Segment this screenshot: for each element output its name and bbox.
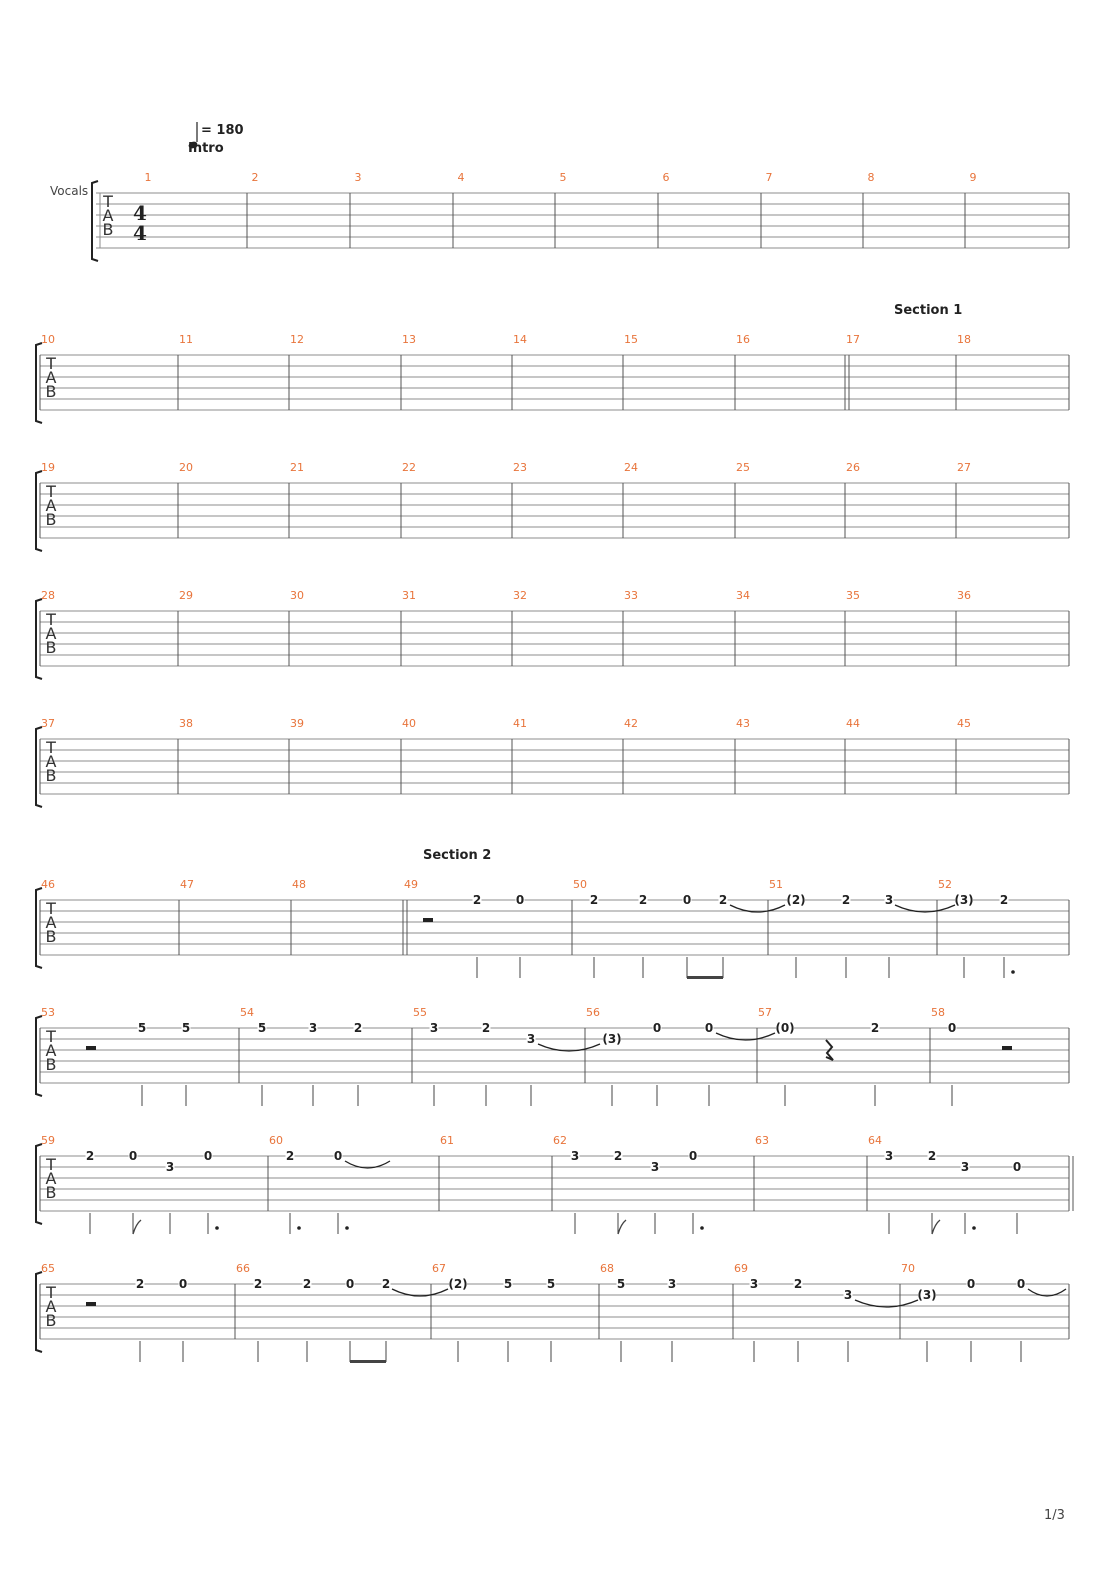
fret-number: 3 [165,1160,175,1174]
eighth-flag-icon [618,1220,626,1234]
measure-number: 22 [402,461,416,474]
measure-number: 29 [179,589,193,602]
tab-clef-letter: T [46,354,56,373]
fret-number: (2) [448,1277,468,1291]
tab-clef-letter: T [103,192,113,211]
measure-number: 56 [586,1006,600,1019]
measure-number: 23 [513,461,527,474]
time-signature-bottom: 4 [133,221,147,245]
measure-number: 11 [179,333,193,346]
fret-number: (3) [917,1288,937,1302]
tab-clef-letter: A [45,752,57,771]
fret-number: 2 [841,893,851,907]
measure-number: 15 [624,333,638,346]
fret-number: 3 [667,1277,677,1291]
dot [1011,970,1015,974]
fret-number: 2 [253,1277,263,1291]
measure-number: 18 [957,333,971,346]
fret-number: 3 [650,1160,660,1174]
section-label: Section 2 [423,848,492,863]
half-rest-icon [86,1046,96,1050]
tab-clef-letter: B [45,1183,57,1202]
measure-number: 59 [41,1134,55,1147]
measure-number: 28 [41,589,55,602]
measure-number: 70 [901,1262,915,1275]
measure-number: 44 [846,717,860,730]
tab-clef-letter: A [45,496,57,515]
fret-number: 2 [285,1149,295,1163]
tab-clef-letter: T [46,1283,56,1302]
beam [687,976,723,979]
tab-clef-letter: B [45,1311,57,1330]
fret-number: 2 [353,1021,363,1035]
fret-number: 2 [999,893,1009,907]
measure-number: 35 [846,589,860,602]
measure-number: 16 [736,333,750,346]
measure-number: 2 [251,171,259,184]
measure-number: 45 [957,717,971,730]
instrument-label: Vocals [50,184,89,198]
measure-number: 25 [736,461,750,474]
fret-number: 2 [589,893,599,907]
measure-number: 58 [931,1006,945,1019]
tab-clef-letter: T [46,1027,56,1046]
fret-number: 5 [546,1277,556,1291]
measure-number: 52 [938,878,952,891]
tab-clef-letter: B [45,638,57,657]
measure-number: 37 [41,717,55,730]
measure-number: 46 [41,878,55,891]
fret-number: 5 [137,1021,147,1035]
fret-number: 2 [85,1149,95,1163]
measure-number: 10 [41,333,55,346]
fret-number: 3 [570,1149,580,1163]
tab-clef-letter: A [45,624,57,643]
measure-number: 24 [624,461,638,474]
fret-number: 3 [960,1160,970,1174]
eighth-flag-icon [932,1220,940,1234]
fret-number: 0 [345,1277,355,1291]
eighth-flag-icon [133,1220,141,1234]
measure-number: 4 [457,171,465,184]
measure-number: 1 [144,171,152,184]
fret-number: 3 [429,1021,439,1035]
fret-number: 3 [749,1277,759,1291]
fret-number: 2 [870,1021,880,1035]
section-label-intro: Intro [188,141,224,156]
measure-number: 51 [769,878,783,891]
measure-number: 27 [957,461,971,474]
fret-number: 0 [203,1149,213,1163]
measure-number: 8 [867,171,875,184]
measure-number: 26 [846,461,860,474]
measure-number: 42 [624,717,638,730]
tab-clef-letter: T [46,482,56,501]
beam [350,1360,386,1363]
fret-number: 2 [793,1277,803,1291]
measure-number: 40 [402,717,416,730]
tab-clef-letter: B [45,766,57,785]
measure-number: 3 [354,171,362,184]
measure-number: 14 [513,333,527,346]
measure-number: 50 [573,878,587,891]
measure-number: 66 [236,1262,250,1275]
measure-number: 61 [440,1134,454,1147]
time-signature-top: 4 [133,201,147,225]
measure-number: 57 [758,1006,772,1019]
fret-number: 2 [135,1277,145,1291]
measure-number: 55 [413,1006,427,1019]
tab-clef-letter: A [45,1169,57,1188]
measure-number: 30 [290,589,304,602]
fret-number: 2 [718,893,728,907]
measure-number: 21 [290,461,304,474]
measure-number: 9 [969,171,977,184]
fret-number: 5 [503,1277,513,1291]
measure-number: 39 [290,717,304,730]
fret-number: 0 [128,1149,138,1163]
measure-number: 32 [513,589,527,602]
tab-clef-letter: B [45,382,57,401]
measure-number: 17 [846,333,860,346]
fret-number: 0 [178,1277,188,1291]
fret-number: 5 [181,1021,191,1035]
tab-clef-letter: T [46,738,56,757]
measure-number: 31 [402,589,416,602]
tab-clef-letter: T [46,610,56,629]
half-rest-icon [1002,1046,1012,1050]
measure-number: 19 [41,461,55,474]
fret-number: 3 [308,1021,318,1035]
fret-number: 5 [257,1021,267,1035]
measure-number: 64 [868,1134,882,1147]
measure-number: 69 [734,1262,748,1275]
measure-number: 47 [180,878,194,891]
half-rest-icon [423,918,433,922]
fret-number: 3 [843,1288,853,1302]
fret-number: (0) [775,1021,795,1035]
measure-number: 5 [559,171,567,184]
tab-clef-letter: B [102,220,114,239]
fret-number: 0 [947,1021,957,1035]
fret-number: 2 [613,1149,623,1163]
fret-number: 2 [381,1277,391,1291]
half-rest-icon [86,1302,96,1306]
fret-number: 0 [682,893,692,907]
fret-number: (3) [954,893,974,907]
fret-number: 0 [1016,1277,1026,1291]
tab-clef-letter: T [46,1155,56,1174]
tempo-marking: = 180 [201,123,244,138]
measure-number: 6 [662,171,670,184]
section-label: Section 1 [894,303,963,318]
measure-number: 41 [513,717,527,730]
measure-number: 36 [957,589,971,602]
measure-number: 63 [755,1134,769,1147]
fret-number: 2 [927,1149,937,1163]
measure-number: 33 [624,589,638,602]
measure-number: 48 [292,878,306,891]
measure-number: 62 [553,1134,567,1147]
measure-number: 7 [765,171,773,184]
page-number: 1/3 [1044,1508,1065,1523]
fret-number: 0 [515,893,525,907]
measure-number: 34 [736,589,750,602]
measure-number: 65 [41,1262,55,1275]
measure-number: 12 [290,333,304,346]
measure-number: 13 [402,333,416,346]
fret-number: 2 [638,893,648,907]
tab-clef-letter: A [45,368,57,387]
tab-clef-letter: B [45,510,57,529]
fret-number: 5 [616,1277,626,1291]
dot [972,1226,976,1230]
tab-clef-letter: A [45,913,57,932]
fret-number: 2 [481,1021,491,1035]
fret-number: 0 [333,1149,343,1163]
fret-number: 3 [884,1149,894,1163]
measure-number: 54 [240,1006,254,1019]
tab-clef-letter: A [102,206,114,225]
fret-number: 3 [526,1032,536,1046]
measure-number: 60 [269,1134,283,1147]
measure-number: 68 [600,1262,614,1275]
measure-number: 43 [736,717,750,730]
dot [297,1226,301,1230]
fret-number: 2 [472,893,482,907]
fret-number: 0 [1012,1160,1022,1174]
measure-number: 49 [404,878,418,891]
tab-clef-letter: B [45,1055,57,1074]
fret-number: (2) [786,893,806,907]
fret-number: 3 [884,893,894,907]
tab-clef-letter: T [46,899,56,918]
tab-clef-letter: B [45,927,57,946]
fret-number: (3) [602,1032,622,1046]
dot [345,1226,349,1230]
measure-number: 53 [41,1006,55,1019]
fret-number: 0 [652,1021,662,1035]
tab-clef-letter: A [45,1297,57,1316]
tab-clef-letter: A [45,1041,57,1060]
fret-number: 2 [302,1277,312,1291]
fret-number: 0 [704,1021,714,1035]
fret-number: 0 [688,1149,698,1163]
dot [700,1226,704,1230]
fret-number: 0 [966,1277,976,1291]
measure-number: 38 [179,717,193,730]
measure-number: 67 [432,1262,446,1275]
measure-number: 20 [179,461,193,474]
dot [215,1226,219,1230]
